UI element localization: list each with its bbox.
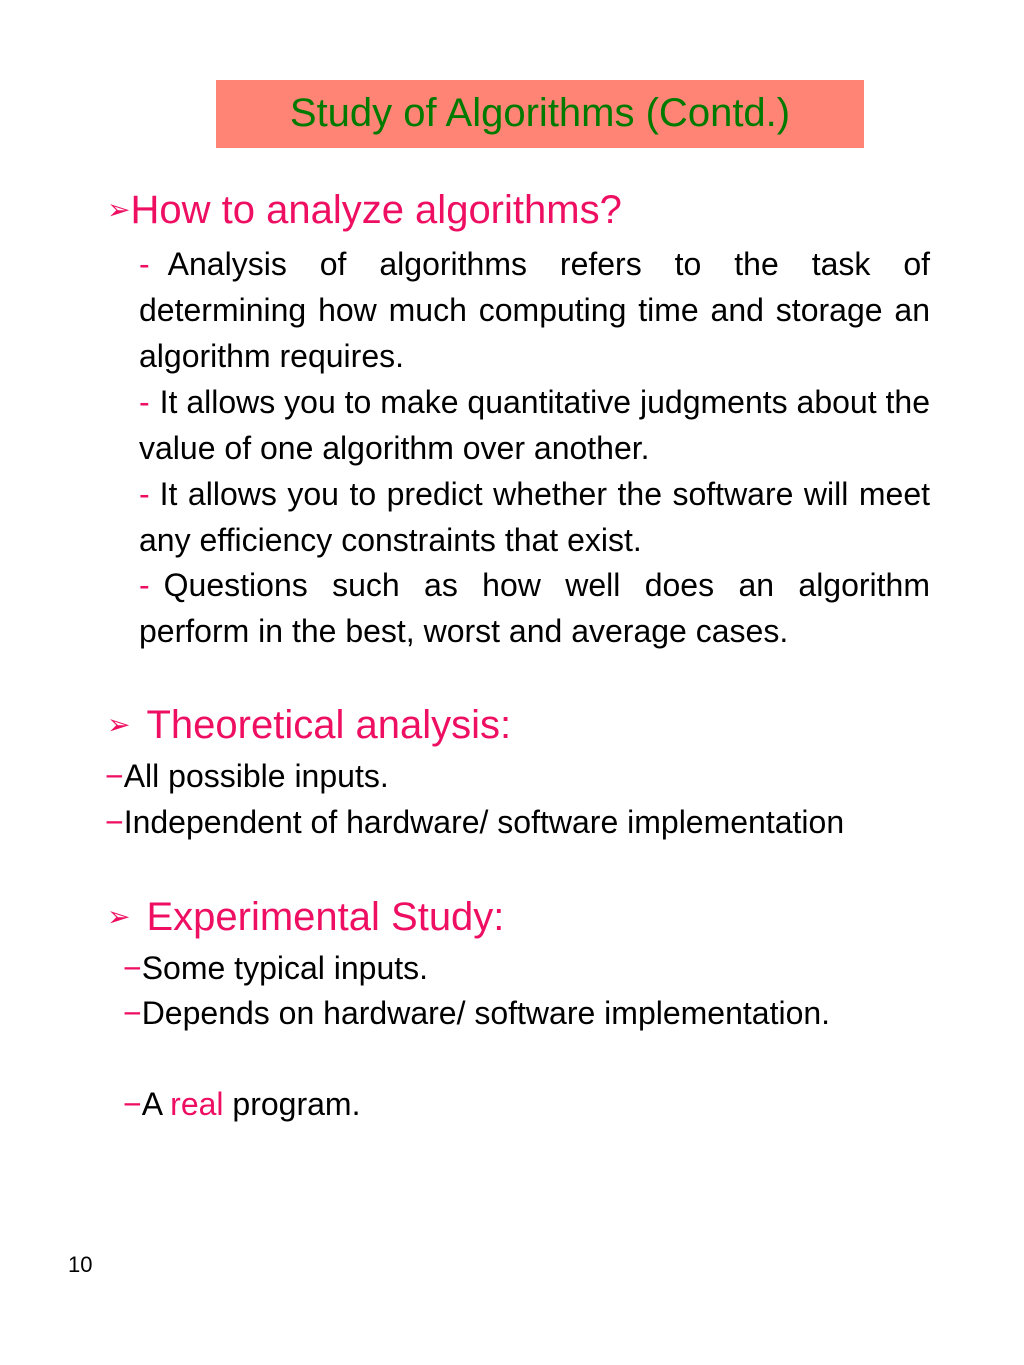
- list-item-text: All possible inputs.: [123, 758, 389, 794]
- list-item: [105, 799, 930, 845]
- list-item-text: Questions such as how well does an algorithm perform in the best, worst and average cases.: [139, 567, 930, 649]
- list-item: [105, 753, 930, 799]
- list-item-text-after: program.: [232, 1086, 361, 1122]
- dash-bullet-icon: -: [139, 476, 150, 512]
- heading-text: Experimental Study:: [146, 895, 505, 939]
- list-item: [123, 945, 930, 991]
- list-item: [123, 990, 930, 1036]
- dash-bullet-icon: −: [105, 758, 124, 794]
- list-item: [139, 562, 930, 654]
- heading-text: Theoretical analysis:: [146, 703, 512, 747]
- list-item-text: Independent of hardware/ software implementation: [123, 804, 845, 840]
- dash-bullet-icon: -: [139, 246, 150, 282]
- list-item-text: Depends on hardware/ software implementation.: [141, 995, 831, 1031]
- slide-title: Study of Algorithms (Contd.): [289, 91, 791, 135]
- section-heading-analyze: [107, 190, 622, 230]
- dash-bullet-icon: −: [123, 995, 142, 1031]
- section-heading-experimental: [107, 897, 504, 937]
- highlighted-word: real: [170, 1086, 224, 1122]
- list-item: [139, 379, 930, 471]
- list-item: [139, 241, 930, 379]
- dash-bullet-icon: -: [139, 384, 150, 420]
- dash-bullet-icon: -: [139, 567, 150, 603]
- dash-bullet-icon: −: [123, 1086, 142, 1122]
- arrow-bullet-icon: ➢: [107, 709, 131, 740]
- dash-bullet-icon: −: [105, 804, 124, 840]
- page-number: 10: [68, 1252, 93, 1277]
- list-item-text-before: A: [141, 1086, 162, 1122]
- list-item: [123, 1081, 930, 1127]
- arrow-bullet-icon: ➢: [107, 901, 131, 932]
- list-item-text: It allows you to make quantitative judgments about the value of one algorithm over another.: [139, 384, 930, 466]
- list-item-text: It allows you to predict whether the software will meet any efficiency constraints that exist.: [139, 476, 930, 558]
- list-item-text: Analysis of algorithms refers to the task of determining how much computing time and storage an algorithm requires.: [139, 246, 930, 374]
- heading-text: How to analyze algorithms?: [130, 188, 622, 232]
- list-item-text: Some typical inputs.: [141, 950, 429, 986]
- title-banner: [216, 80, 864, 148]
- arrow-bullet-icon: ➢: [107, 194, 131, 225]
- dash-bullet-icon: −: [123, 950, 142, 986]
- list-item: [139, 471, 930, 563]
- section-heading-theoretical: [107, 705, 511, 745]
